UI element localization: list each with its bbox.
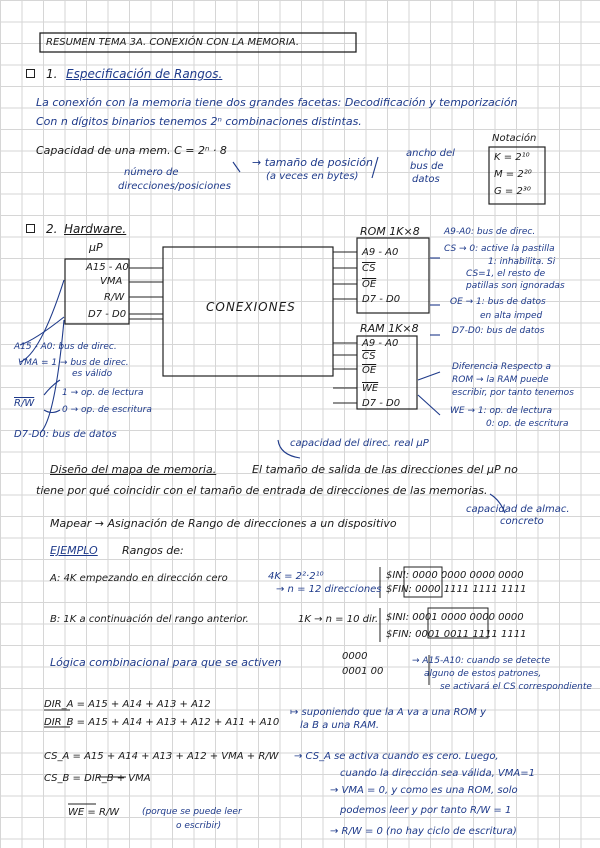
pattern: 0000 xyxy=(342,651,368,662)
annotation: → A15-A10: cuando se detecte xyxy=(412,656,551,666)
subheading: Diseño del mapa de memoria. xyxy=(50,463,217,476)
paragraph: El tamaño de salida de las direcciones del µP no xyxy=(252,463,518,476)
range-a: A: 4K empezando en dirección cero xyxy=(50,573,228,584)
equation: DIR_A = A15 + A14 + A13 + A12 xyxy=(44,699,211,710)
up-pin: D7 - D0 xyxy=(88,309,127,320)
annotation: se activará el CS correspondiente xyxy=(440,682,592,692)
annotation: Diferencia Respecto a xyxy=(452,362,551,372)
equation: DIR_B = A15 + A14 + A13 + A12 + A11 + A10 xyxy=(44,717,280,728)
notation-g: G = 2³⁰ xyxy=(494,186,531,197)
annotation: A9-A0: bus de direc. xyxy=(444,227,536,237)
notation-title: Notación xyxy=(492,133,537,144)
annotation: es válido xyxy=(72,369,113,379)
annotation: 1 → op. de lectura xyxy=(62,388,144,398)
annotation: D7-D0: bus de datos xyxy=(14,429,117,440)
addr-fin-b: $FIN: 0001 0011 1111 1111 xyxy=(386,629,527,640)
range-b: B: 1K a continuación del rango anterior. xyxy=(50,614,249,625)
example-heading: EJEMPLO xyxy=(50,544,98,557)
annotation: 0: op. de escritura xyxy=(486,419,569,429)
annotation: CS=1, el resto de xyxy=(466,269,546,279)
annotation: alguno de estos patrones, xyxy=(424,669,542,679)
notation-m: M = 2²⁰ xyxy=(494,169,532,180)
annotation: 0 → op. de escritura xyxy=(62,405,152,415)
conexiones-label: CONEXIONES xyxy=(206,300,296,314)
annotation: ancho del xyxy=(406,148,455,159)
capacity-formula: Capacidad de una mem. C = 2ⁿ · 8 xyxy=(36,144,227,157)
equation: CS_B = DIR_B + VMA xyxy=(44,773,151,784)
annotation: D7-D0: bus de datos xyxy=(452,326,545,336)
annotation: número de xyxy=(124,167,179,178)
annotation: datos xyxy=(412,174,440,185)
section-number: 1. xyxy=(46,67,58,81)
annotation: CS → 0: active la pastilla xyxy=(444,244,555,254)
annotation: ROM → la RAM puede xyxy=(452,375,549,385)
rom-pin: D7 - D0 xyxy=(362,294,401,305)
equation: CS_A = A15 + A14 + A13 + A12 + VMA + R/W xyxy=(44,751,279,762)
section-number: 2. xyxy=(46,222,58,236)
annotation: (porque se puede leer xyxy=(142,807,242,817)
addr-ini-b: $INI: 0001 0000 0000 0000 xyxy=(386,612,524,623)
checkbox-icon xyxy=(26,224,35,233)
annotation: o escribir) xyxy=(176,821,222,831)
annotation: direcciones/posiciones xyxy=(118,181,231,192)
rom-pin: $\overline{OE}$ xyxy=(362,279,377,290)
up-pin: R/W xyxy=(104,292,125,303)
paragraph: Con n dígitos binarios tenemos 2ⁿ combinaciones distintas. xyxy=(36,115,362,128)
annotation: capacidad de almac. xyxy=(466,504,570,515)
annotation: → n = 12 direcciones xyxy=(276,584,382,595)
annotation: A15 - A0: bus de direc. xyxy=(14,342,117,352)
annotation: → R/W = 0 (no hay ciclo de escritura) xyxy=(330,826,517,837)
up-label: µP xyxy=(89,241,103,254)
equation: WE = R/W xyxy=(68,807,120,818)
annotation: VMA = 1 → bus de direc. xyxy=(18,358,129,368)
page-title: RESUMEN TEMA 3A. CONEXIÓN CON LA MEMORIA. xyxy=(46,37,299,48)
up-pin: A15 - A0 xyxy=(86,262,129,273)
addr-ini-a: $INI: 0000 0000 0000 0000 xyxy=(386,570,524,581)
annotation: patillas son ignoradas xyxy=(466,281,565,291)
paragraph: tiene por qué coincidir con el tamaño de entrada de direcciones de las memorias. xyxy=(36,484,488,497)
rom-pin: $\overline{CS}$ xyxy=(362,263,376,274)
annotation: la B a una RAM. xyxy=(300,720,380,731)
annotation: → VMA = 0, y como es una ROM, solo xyxy=(330,785,518,796)
annotation: 4K = 2²·2¹⁰ xyxy=(268,571,324,582)
annotation: cuando la dirección sea válida, VMA=1 xyxy=(340,768,535,779)
annotation: podemos leer y por tanto R/W = 1 xyxy=(340,805,512,816)
rom-pin: A9 - A0 xyxy=(362,247,399,258)
annotation: (a veces en bytes) xyxy=(266,171,359,182)
notation-k: K = 2¹⁰ xyxy=(494,152,530,163)
paragraph: La conexión con la memoria tiene dos grandes facetas: Decodificación y temporización xyxy=(36,96,518,109)
ram-pin: $\overline{CS}$ xyxy=(362,351,376,362)
annotation: en alta imped xyxy=(480,311,543,321)
paragraph: Mapear → Asignación de Rango de direcciones a un dispositivo xyxy=(50,517,397,530)
annotation: ↦ suponiendo que la A va a una ROM y xyxy=(290,707,487,718)
rom-title: ROM 1K×8 xyxy=(360,225,420,238)
annotation: → tamaño de posición xyxy=(252,156,373,169)
annotation: 1: inhabilita. Si xyxy=(488,257,556,267)
annotation: concreto xyxy=(500,516,544,527)
ram-pin: A9 - A0 xyxy=(362,338,399,349)
ram-pin: D7 - D0 xyxy=(362,398,401,409)
annotation: OE → 1: bus de datos xyxy=(450,297,546,307)
paragraph: Rangos de: xyxy=(122,544,184,557)
section-heading: Especificación de Rangos. xyxy=(66,67,223,81)
checkbox-icon xyxy=(26,69,35,78)
annotation: 1K → n = 10 dir. xyxy=(298,614,379,625)
up-pin: VMA xyxy=(100,276,123,287)
section-heading: Hardware. xyxy=(64,222,127,236)
annotation: R/W xyxy=(14,398,35,409)
annotation: bus de xyxy=(410,161,444,172)
ram-pin: $\overline{OE}$ xyxy=(362,365,377,376)
addr-fin-a: $FIN: 0000 1111 1111 1111 xyxy=(386,584,527,595)
paragraph: Lógica combinacional para que se activen xyxy=(50,656,282,669)
annotation: WE → 1: op. de lectura xyxy=(450,406,552,416)
pattern: 0001 00 xyxy=(342,666,384,677)
annotation: escribir, por tanto tenemos xyxy=(452,388,574,398)
annotation: capacidad del direc. real µP xyxy=(290,438,429,449)
ram-pin: $\overline{WE}$ xyxy=(362,383,379,394)
annotation: → CS_A se activa cuando es cero. Luego, xyxy=(294,751,499,762)
ram-title: RAM 1K×8 xyxy=(360,322,419,335)
